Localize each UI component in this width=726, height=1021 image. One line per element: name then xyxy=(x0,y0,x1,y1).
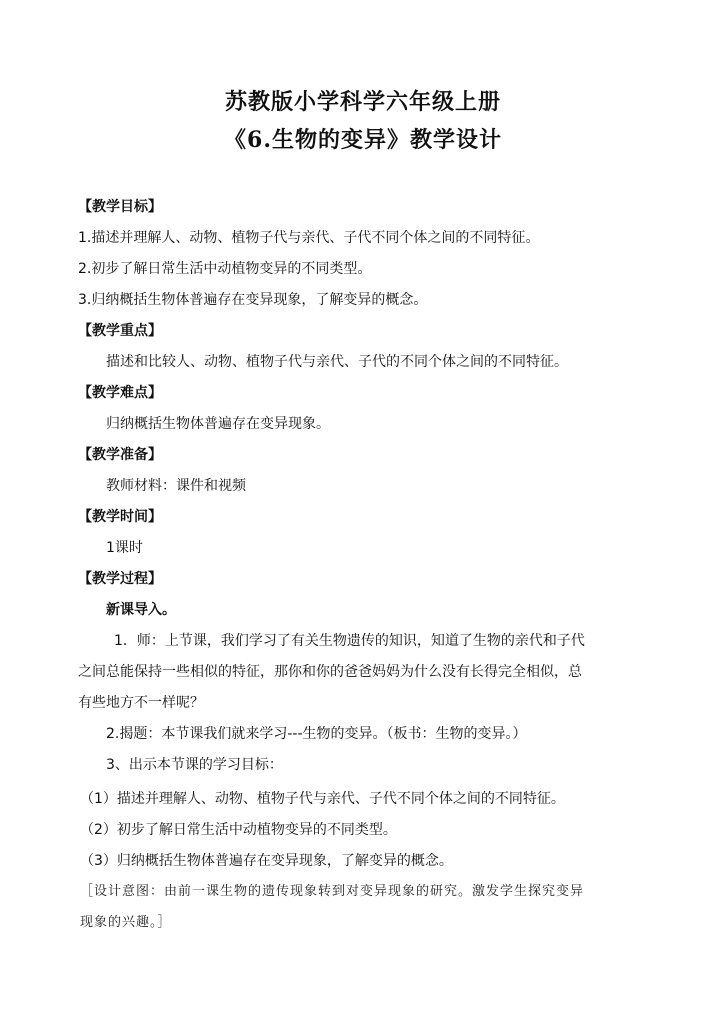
step1-line-2: 之间总能保持一些相似的特征，那你和你的爸爸妈妈为什么没有长得完全相似，总 xyxy=(78,664,582,680)
document-title-line-1: 苏教版小学科学六年级上册 xyxy=(224,89,501,115)
step2-text: 2.揭题：本节课我们就来学习---生物的变异。（板书：生物的变异。） xyxy=(106,726,527,742)
process-heading: 【教学过程】 xyxy=(78,571,162,587)
preparation-text: 教师材料：课件和视频 xyxy=(106,478,246,494)
process-goal-1: （1）描述并理解人、动物、植物子代与亲代、子代不同个体之间的不同特征。 xyxy=(80,791,565,807)
key-point-heading: 【教学重点】 xyxy=(78,323,162,339)
preparation-heading: 【教学准备】 xyxy=(78,447,162,463)
process-goal-3: （3）归纳概括生物体普遍存在变异现象，了解变异的概念。 xyxy=(80,853,453,869)
step1-line-3: 有些地方不一样呢？ xyxy=(78,695,204,711)
goal-item-2: 2.初步了解日常生活中动植物变异的不同类型。 xyxy=(78,261,372,277)
time-text: 1课时 xyxy=(106,540,143,556)
step3-text: 3、出示本节课的学习目标： xyxy=(106,757,283,773)
key-point-text: 描述和比较人、动物、植物子代与亲代、子代的不同个体之间的不同特征。 xyxy=(106,354,568,370)
difficulty-text: 归纳概括生物体普遍存在变异现象。 xyxy=(106,416,330,432)
goal-item-1: 1.描述并理解人、动物、植物子代与亲代、子代不同个体之间的不同特征。 xyxy=(78,230,540,246)
document-title-line-2: 《6.生物的变异》教学设计 xyxy=(224,127,502,153)
step1-line-1: 1．师：上节课，我们学习了有关生物遗传的知识，知道了生物的亲代和子代 xyxy=(114,633,585,649)
design-note-line-2: 现象的兴趣。］ xyxy=(80,915,172,930)
process-goal-2: （2）初步了解日常生活中动植物变异的不同类型。 xyxy=(80,822,397,838)
time-heading: 【教学时间】 xyxy=(78,509,162,525)
difficulty-heading: 【教学难点】 xyxy=(78,385,162,401)
goal-item-3: 3.归纳概括生物体普遍存在变异现象，了解变异的概念。 xyxy=(78,292,428,308)
intro-label: 新课导入。 xyxy=(106,602,176,618)
goals-heading: 【教学目标】 xyxy=(78,199,162,215)
design-note-line-1: ［设计意图：由前一课生物的遗传现象转到对变异现象的研究。激发学生探究变异 xyxy=(80,884,585,899)
